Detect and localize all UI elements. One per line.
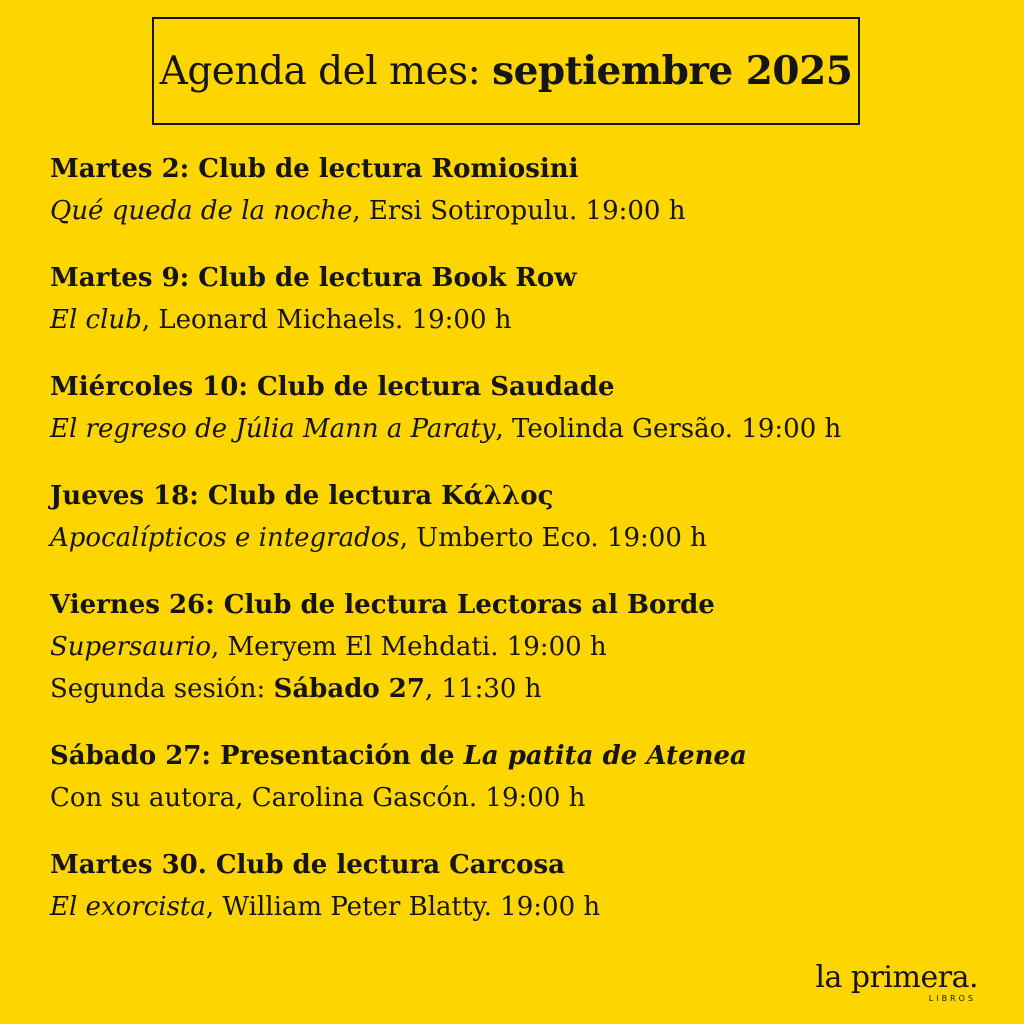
author-time: , William Peter Blatty. 19:00 h <box>205 892 601 922</box>
event-details <box>50 299 1000 341</box>
event-item <box>50 148 1000 232</box>
page-title-box <box>152 17 860 125</box>
event-item <box>50 844 1000 928</box>
logo-name: la primera. <box>815 960 978 995</box>
event-details: Con su autora, Carolina Gascón. 19:00 h <box>50 783 586 813</box>
second-session-day: Sábado 27 <box>273 674 425 704</box>
book-title: Qué queda de la noche <box>50 196 353 226</box>
author-time: , Umberto Eco. 19:00 h <box>399 523 707 553</box>
author-time: , Leonard Michaels. 19:00 h <box>141 305 512 335</box>
logo-subtitle: LIBROS <box>928 994 976 1003</box>
event-details <box>50 190 1000 232</box>
event-title: Jueves 18: Club de lectura Κάλλος <box>50 481 554 511</box>
book-title: El regreso de Júlia Mann a Paraty <box>50 414 496 444</box>
event-title: Viernes 26: Club de lectura Lectoras al Borde <box>50 590 715 620</box>
page-title-prefix: Agenda del mes: <box>159 49 493 94</box>
event-title: Miércoles 10: Club de lectura Saudade <box>50 372 615 402</box>
event-item <box>50 257 1000 341</box>
book-title: El club <box>50 305 142 335</box>
event-title: Martes 30. Club de lectura Carcosa <box>50 850 565 880</box>
event-title-prefix: Sábado 27: Presentación de <box>50 741 464 771</box>
second-session <box>50 668 1000 710</box>
author-time: , Ersi Sotiropulu. 19:00 h <box>352 196 686 226</box>
event-item <box>50 366 1000 450</box>
event-details <box>50 626 1000 668</box>
event-details <box>50 517 1000 559</box>
event-details <box>50 408 1000 450</box>
event-item <box>50 735 1000 819</box>
author-time: , Meryem El Mehdati. 19:00 h <box>211 632 607 662</box>
event-item <box>50 584 1000 710</box>
event-details <box>50 886 1000 928</box>
book-title: El exorcista <box>50 892 206 922</box>
event-title: Martes 2: Club de lectura Romiosini <box>50 154 579 184</box>
event-title: Martes 9: Club de lectura Book Row <box>50 263 577 293</box>
book-title: Supersaurio <box>50 632 212 662</box>
bookstore-logo <box>815 962 978 1004</box>
second-session-time: , 11:30 h <box>424 674 542 704</box>
event-item <box>50 475 1000 559</box>
event-title <box>50 735 1000 777</box>
book-title: Apocalípticos e integrados <box>50 523 400 553</box>
second-session-prefix: Segunda sesión: <box>50 674 274 704</box>
page-title <box>160 48 853 94</box>
author-time: , Teolinda Gersão. 19:00 h <box>495 414 842 444</box>
page-title-month: septiembre 2025 <box>492 48 853 94</box>
event-title-book: La patita de Atenea <box>463 741 747 771</box>
event-list <box>50 148 1000 953</box>
